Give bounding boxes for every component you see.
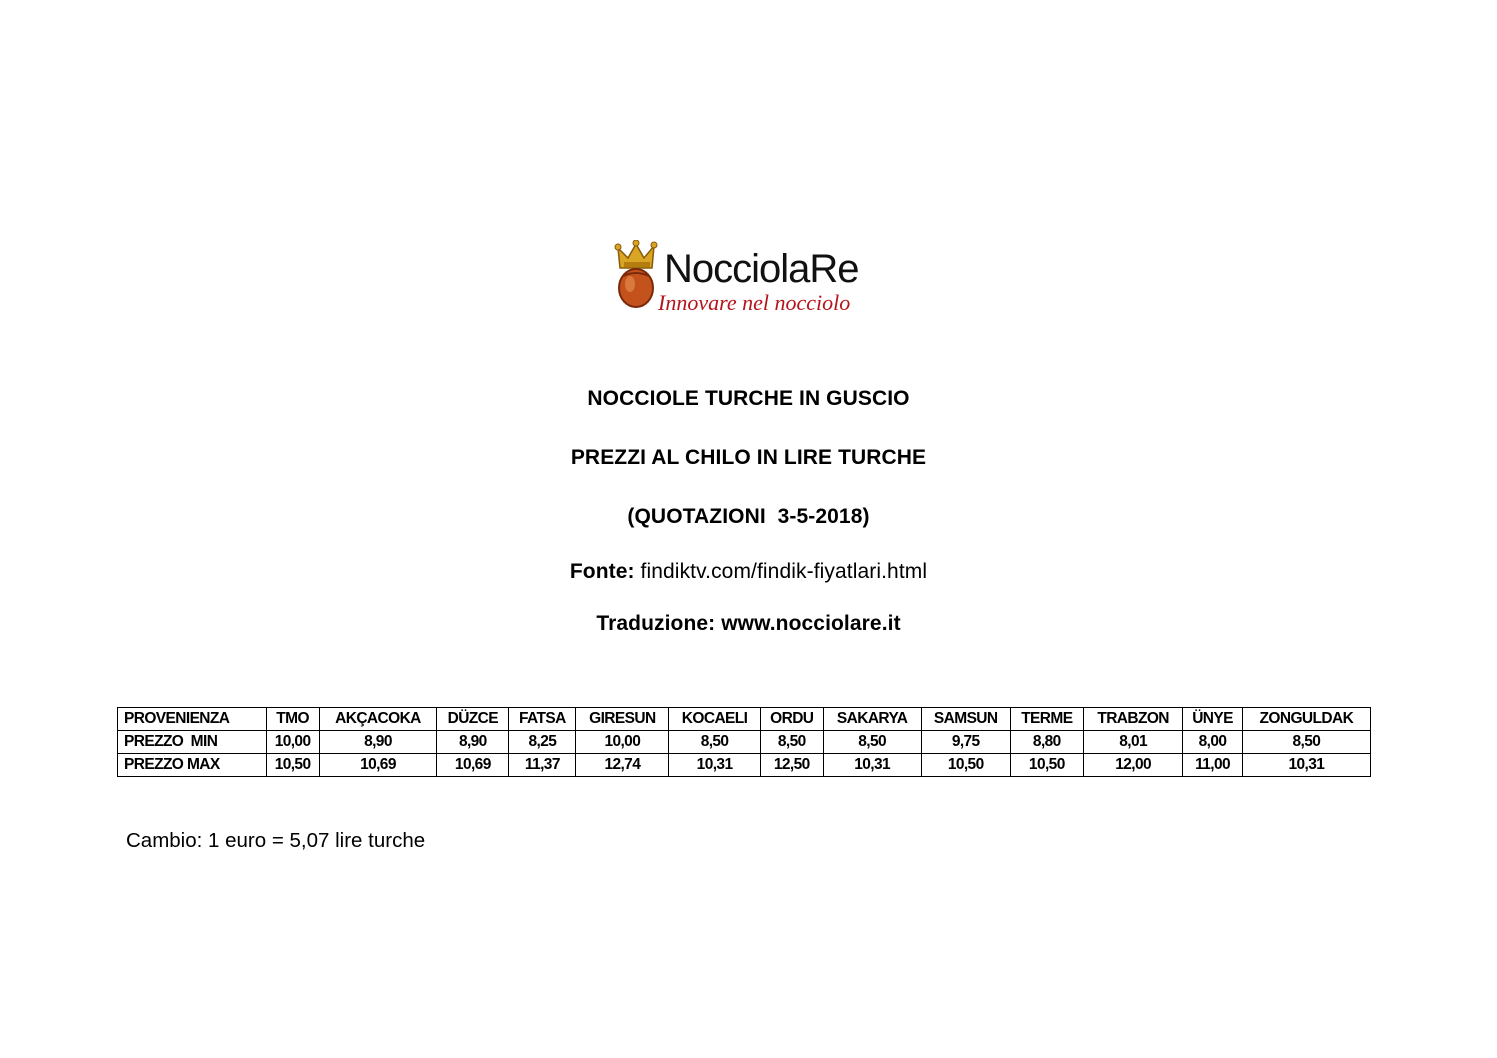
price-cell: 10,31: [1242, 754, 1370, 777]
price-cell: 12,74: [576, 754, 669, 777]
price-cell: 8,50: [1242, 731, 1370, 754]
price-cell: 12,50: [760, 754, 823, 777]
source-link[interactable]: findiktv.com/findik-fiyatlari.html: [634, 560, 928, 583]
row-label-min: PREZZO MIN: [118, 731, 267, 754]
quotation-date: (QUOTAZIONI 3-5-2018): [627, 505, 870, 528]
price-cell: 8,25: [509, 731, 576, 754]
table-row-max: [118, 754, 1371, 777]
price-cell: 8,80: [1010, 731, 1083, 754]
price-cell: 8,90: [319, 731, 437, 754]
nocciolare-logo: [614, 240, 894, 316]
price-cell: 10,31: [823, 754, 921, 777]
translation-line: Traduzione: www.nocciolare.it: [596, 612, 901, 635]
source-line: [0, 560, 1497, 584]
price-cell: 11,00: [1183, 754, 1242, 777]
price-cell: 10,69: [319, 754, 437, 777]
price-cell: 10,50: [266, 754, 319, 777]
brand-tagline: Innovare nel nocciolo: [658, 290, 851, 315]
price-cell: 11,37: [509, 754, 576, 777]
price-cell: 8,50: [823, 731, 921, 754]
row-label-max: PREZZO MAX: [118, 754, 267, 777]
region-header: KOCAELI: [669, 708, 761, 731]
region-header: TMO: [266, 708, 319, 731]
price-cell: 10,00: [576, 731, 669, 754]
nocciolare-logo-graphic: [614, 240, 894, 316]
price-cell: 10,50: [921, 754, 1010, 777]
region-header: ORDU: [760, 708, 823, 731]
region-header: TRABZON: [1083, 708, 1183, 731]
price-cell: 10,31: [669, 754, 761, 777]
region-header: ZONGULDAK: [1242, 708, 1370, 731]
price-cell: 10,69: [437, 754, 509, 777]
price-cell: 10,00: [266, 731, 319, 754]
table-row-min: [118, 731, 1371, 754]
region-header: GIRESUN: [576, 708, 669, 731]
price-cell: 12,00: [1083, 754, 1183, 777]
brand-wordmark: NocciolaRe: [664, 247, 859, 291]
price-cell: 8,50: [669, 731, 761, 754]
price-cell: 8,00: [1183, 731, 1242, 754]
price-cell: 8,90: [437, 731, 509, 754]
region-header: TERME: [1010, 708, 1083, 731]
table-header-row: [118, 708, 1371, 731]
region-header: FATSA: [509, 708, 576, 731]
exchange-rate-note: Cambio: 1 euro = 5,07 lire turche: [126, 829, 426, 852]
region-header: SAKARYA: [823, 708, 921, 731]
price-cell: 10,50: [1010, 754, 1083, 777]
crown-icon: [615, 240, 657, 268]
price-cell: 8,50: [760, 731, 823, 754]
region-header: DÜZCE: [437, 708, 509, 731]
hazelnut-icon: [619, 269, 653, 307]
region-header: ÜNYE: [1183, 708, 1242, 731]
title-line-1: NOCCIOLE TURCHE IN GUSCIO: [587, 387, 910, 410]
price-cell: 8,01: [1083, 731, 1183, 754]
header-label-cell: PROVENIENZA: [118, 708, 267, 731]
price-cell: 9,75: [921, 731, 1010, 754]
title-line-2: PREZZI AL CHILO IN LIRE TURCHE: [570, 446, 927, 469]
price-table: [117, 707, 1371, 777]
source-label: Fonte:: [569, 560, 635, 583]
region-header: AKÇACOKA: [319, 708, 437, 731]
region-header: SAMSUN: [921, 708, 1010, 731]
